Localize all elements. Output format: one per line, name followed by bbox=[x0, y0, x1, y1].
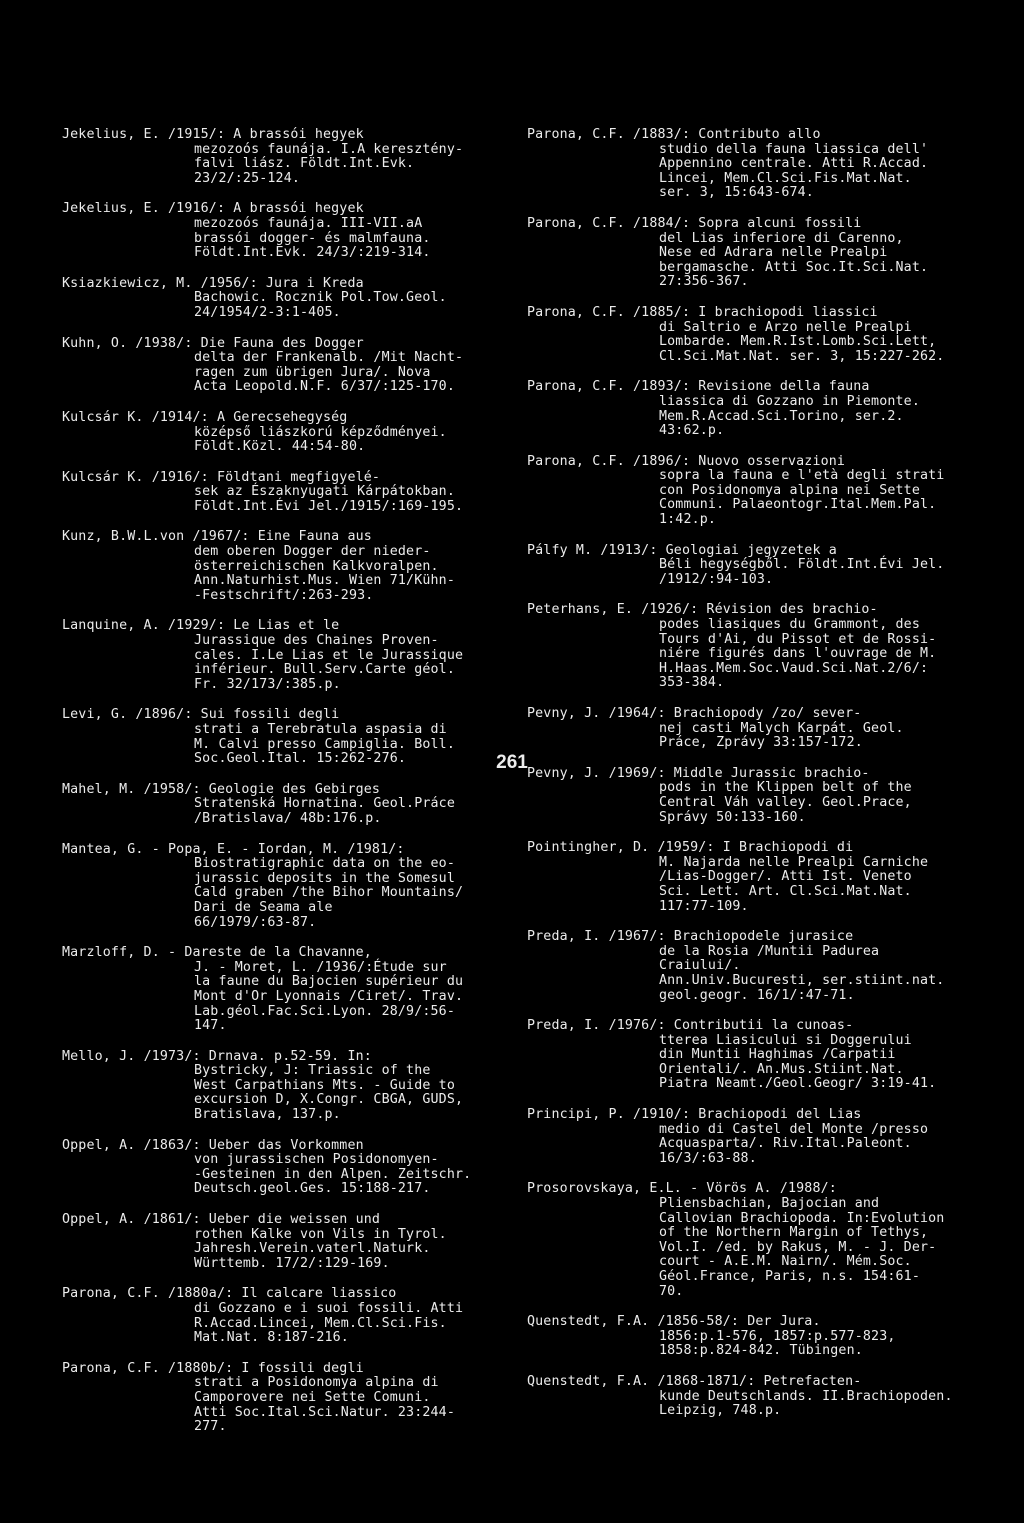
reference-text-line: 1:42.p. bbox=[659, 512, 717, 528]
reference-first-line bbox=[62, 945, 502, 961]
reference-text-line: 16/3/:63-88. bbox=[659, 1150, 757, 1166]
reference-text-line: 1856:p.1-576, 1857:p.577-823, bbox=[659, 1328, 896, 1344]
reference-text-line: Lincei, Mem.Cl.Sci.Fis.Mat.Nat. bbox=[659, 170, 912, 186]
reference-text-line: Leipzig, 748.p. bbox=[659, 1403, 782, 1419]
reference-first-line bbox=[527, 379, 967, 395]
reference-text-line: 27:356-367. bbox=[659, 274, 749, 290]
reference-text-line: sek az Északnyugati Kárpátokban. bbox=[194, 484, 455, 500]
reference-entry bbox=[527, 1375, 967, 1419]
reference-text-line: Sci. Lett. Art. Cl.Sci.Mat.Nat. bbox=[659, 883, 912, 899]
reference-first-line bbox=[62, 529, 502, 545]
reference-text-line: -Festschrift/:263-293. bbox=[194, 587, 374, 603]
reference-text-line: kunde Deutschlands. II.Brachiopoden. bbox=[659, 1388, 953, 1404]
reference-text-line: of the Northern Margin of Tethys, bbox=[659, 1225, 929, 1241]
reference-text-line: sopra la fauna e l'età degli strati bbox=[659, 468, 945, 484]
reference-author: Oppel, A. bbox=[62, 1212, 136, 1228]
left-column bbox=[62, 128, 502, 1451]
reference-first-line bbox=[527, 602, 967, 618]
reference-author: Marzloff, D. bbox=[62, 945, 160, 961]
reference-first-line bbox=[527, 304, 967, 321]
reference-text-line: /1884/: Sopra alcuni fossili bbox=[633, 215, 862, 231]
reference-text-line: bergamasche. Atti Soc.It.Sci.Nat. bbox=[659, 259, 929, 275]
reference-text-line: Lab.géol.Fac.Sci.Lyon. 28/9/:56- bbox=[194, 1003, 455, 1019]
reference-text-line: - Dareste de la Chavanne, bbox=[168, 945, 372, 961]
reference-text-line: H.Haas.Mem.Soc.Vaud.Sci.Nat.2/6/: bbox=[659, 660, 929, 676]
reference-entry bbox=[62, 411, 502, 455]
reference-text-line: 43:62.p. bbox=[659, 423, 725, 439]
reference-text-line: Földt.Int.Évi Jel./1915/:169-195. bbox=[194, 498, 464, 514]
reference-entry bbox=[527, 1108, 967, 1166]
reference-first-line bbox=[62, 127, 502, 143]
reference-text-line: di Saltrio e Arzo nelle Prealpi bbox=[659, 319, 912, 335]
reference-text-line: Földt.Közl. 44:54-80. bbox=[194, 439, 366, 455]
reference-entry bbox=[527, 930, 967, 1003]
reference-text-line: Central Váh valley. Geol.Prace, bbox=[659, 794, 912, 810]
reference-text-line: Jahresh.Verein.vaterl.Naturk. bbox=[194, 1241, 431, 1257]
reference-text-line: di Gozzano e i suoi fossili. Atti bbox=[194, 1301, 464, 1316]
reference-author: Principi, P. bbox=[527, 1107, 625, 1123]
reference-text-line: /1896/: Sui fossili degli bbox=[135, 707, 340, 723]
reference-entry bbox=[62, 1287, 502, 1345]
reference-text-line: /1929/: Le Lias et le bbox=[168, 618, 340, 634]
reference-entry bbox=[62, 843, 502, 931]
reference-text-line: von jurassischen Posidonomyen- bbox=[194, 1152, 439, 1168]
reference-author: Mahel, M. bbox=[62, 781, 136, 797]
reference-text-line: középső liászkorú képződményei. bbox=[194, 424, 447, 440]
reference-text-line: 24/1954/2-3:1-405. bbox=[194, 304, 341, 320]
reference-text-line: ser. 3, 15:643-674. bbox=[659, 185, 814, 201]
reference-entry bbox=[62, 946, 502, 1034]
reference-text-line: Appennino centrale. Atti R.Accad. bbox=[659, 156, 929, 172]
reference-first-line bbox=[62, 275, 502, 292]
reference-author: Preda, I. bbox=[527, 929, 601, 945]
reference-first-line bbox=[527, 840, 967, 856]
reference-text-line: Pliensbachian, Bajocian and bbox=[659, 1196, 880, 1212]
reference-entry bbox=[527, 380, 967, 438]
reference-first-line bbox=[527, 929, 967, 945]
reference-text-line: /1893/: Revisione della fauna bbox=[633, 379, 870, 395]
reference-text-line: cales. I.Le Lias et le Jurassique bbox=[194, 647, 464, 663]
reference-text-line: /1913/: Geologiai jegyzetek a bbox=[600, 542, 837, 558]
reference-text-line: Béli hegységből. Földt.Int.Évi Jel. bbox=[659, 557, 945, 573]
reference-text-line: geol.geogr. 16/1/:47-71. bbox=[659, 987, 855, 1003]
reference-entry bbox=[62, 128, 502, 186]
reference-entry bbox=[527, 1182, 967, 1299]
reference-author: Pálfy M. bbox=[527, 542, 593, 558]
reference-text-line: liassica di Gozzano in Piemonte. bbox=[659, 393, 920, 409]
reference-author: Peterhans, E. bbox=[527, 602, 634, 618]
reference-text-line: Fr. 32/173/:385.p. bbox=[194, 676, 341, 692]
reference-author: Jekelius, E. bbox=[62, 127, 160, 142]
right-column bbox=[527, 128, 967, 1435]
reference-text-line: /1915/: A brassói hegyek bbox=[168, 127, 364, 142]
reference-entry bbox=[527, 128, 967, 201]
reference-text-line: /1856-58/: Der Jura. bbox=[657, 1314, 821, 1330]
reference-author: Prosorovskaya, E.L. bbox=[527, 1181, 682, 1197]
reference-author: Quenstedt, F.A. bbox=[527, 1373, 650, 1389]
reference-text-line: Nese ed Adrara nelle Prealpi bbox=[659, 245, 888, 261]
reference-text-line: /1958/: Geologie des Gebirges bbox=[143, 781, 381, 797]
reference-author: Parona, C.F. bbox=[527, 379, 625, 395]
reference-text-line: ragen zum übrigen Jura/. Nova bbox=[194, 364, 431, 380]
reference-text-line: Atti Soc.Ital.Sci.Natur. 23:244- bbox=[194, 1404, 455, 1420]
reference-text-line: jurassic deposits in the Somesul bbox=[194, 870, 455, 886]
reference-entry bbox=[62, 1050, 502, 1123]
reference-text-line: österreichischen Kalkvoralpen. bbox=[194, 558, 439, 574]
reference-text-line: Bystricky, J: Triassic of the bbox=[194, 1063, 431, 1079]
reference-text-line: Württemb. 17/2/:129-169. bbox=[194, 1255, 390, 1271]
reference-text-line: /1967/: Brachiopodele jurasice bbox=[608, 929, 854, 945]
reference-text-line: /1896/: Nuovo osservazioni bbox=[633, 453, 846, 469]
reference-author: Parona, C.F. bbox=[62, 1286, 160, 1302]
reference-text-line: niére figurés dans l'ouvrage de M. bbox=[659, 646, 937, 662]
reference-text-line: tterea Liasicului si Doggerului bbox=[659, 1032, 912, 1048]
reference-text-line: /Bratislava/ 48b:176.p. bbox=[194, 810, 382, 826]
reference-text-line: Camporovere nei Sette Comuni. bbox=[194, 1389, 431, 1405]
reference-text-line: Földt.Int.Evk. 24/3/:219-314. bbox=[194, 245, 431, 261]
reference-text-line: Tours d'Ai, du Pissot et de Rossi- bbox=[659, 631, 937, 647]
reference-first-line bbox=[62, 707, 502, 723]
reference-text-line: - Vörös A. /1988/: bbox=[690, 1181, 837, 1197]
reference-text-line: /1914/: A Gerecsehegység bbox=[151, 409, 348, 425]
reference-text-line: Orientali/. An.Mus.Stiint.Nat. bbox=[659, 1061, 904, 1077]
reference-text-line: J. - Moret, L. /1936/:Étude sur bbox=[194, 959, 447, 975]
reference-text-line: Piatra Neamt./Geol.Geogr/ 3:19-41. bbox=[659, 1076, 937, 1092]
reference-text-line: Mont d'Or Lyonnais /Ciret/. Trav. bbox=[194, 988, 464, 1004]
reference-text-line: Správy 50:133-160. bbox=[659, 809, 806, 825]
reference-text-line: /Lias-Dogger/. Atti Ist. Veneto bbox=[659, 869, 912, 885]
reference-text-line: /1912/:94-103. bbox=[659, 571, 774, 587]
reference-text-line: din Muntii Haghimas /Carpatii bbox=[659, 1047, 896, 1063]
reference-text-line: de la Rosia /Muntii Padurea Craiului/. bbox=[659, 943, 880, 974]
reference-author: Ksiazkiewicz, M. bbox=[62, 275, 193, 291]
reference-entry bbox=[62, 783, 502, 827]
reference-text-line: la faune du Bajocien supérieur du bbox=[194, 974, 464, 990]
reference-text-line: delta der Frankenalb. /Mit Nacht- bbox=[194, 350, 464, 366]
reference-author: Kulcsár K. bbox=[62, 469, 144, 485]
reference-text-line: /1910/: Brachiopodi del Lias bbox=[633, 1107, 862, 1123]
reference-author: Lanquine, A. bbox=[62, 618, 160, 634]
reference-text-line: Cl.Sci.Mat.Nat. ser. 3, 15:227-262. bbox=[659, 348, 945, 364]
reference-entry bbox=[527, 603, 967, 691]
reference-text-line: 147. bbox=[194, 1018, 227, 1034]
reference-text-line: pods in the Klippen belt of the bbox=[659, 780, 912, 796]
reference-text-line: /1883/: Contributo allo bbox=[633, 127, 821, 142]
reference-author: Mello, J. bbox=[62, 1048, 136, 1064]
reference-text-line: nej casti Malych Karpát. Geol. bbox=[659, 720, 904, 736]
reference-entry bbox=[62, 337, 502, 395]
reference-first-line bbox=[62, 1137, 502, 1154]
reference-first-line bbox=[62, 1286, 502, 1302]
reference-first-line bbox=[62, 1360, 502, 1377]
reference-text-line: /1973/: Drnava. p.52-59. In: bbox=[143, 1048, 372, 1064]
reference-entry bbox=[527, 544, 967, 588]
reference-author: Parona, C.F. bbox=[527, 215, 625, 231]
reference-text-line: studio della fauna liassica dell' bbox=[659, 141, 929, 157]
reference-text-line: medio di Castel del Monte /presso bbox=[659, 1121, 929, 1137]
reference-text-line: Bachowic. Rocznik Pol.Tow.Geol. bbox=[194, 290, 447, 306]
reference-text-line: M. Najarda nelle Prealpi Carniche bbox=[659, 854, 929, 870]
reference-text-line: Stratenská Hornatina. Geol.Práce bbox=[194, 796, 455, 812]
reference-author: Parona, C.F. bbox=[527, 304, 625, 320]
reference-author: Levi, G. bbox=[62, 707, 128, 723]
reference-first-line bbox=[527, 1018, 967, 1034]
reference-first-line bbox=[62, 335, 502, 352]
reference-text-line: strati a Posidonomya alpina di bbox=[194, 1375, 439, 1391]
reference-text-line: 66/1979/:63-87. bbox=[194, 914, 317, 930]
reference-text-line: /1959/: I Brachiopodi di bbox=[657, 840, 854, 856]
reference-author: Pointingher, D. bbox=[527, 840, 650, 856]
reference-text-line: Acta Leopold.N.F. 6/37/:125-170. bbox=[194, 379, 455, 395]
reference-author: Pevny, J. bbox=[527, 765, 601, 781]
reference-text-line: Biostratigraphic data on the eo- bbox=[194, 856, 455, 872]
reference-author: Kuhn, O. bbox=[62, 335, 128, 351]
reference-text-line: 117:77-109. bbox=[659, 898, 749, 914]
reference-entry bbox=[62, 530, 502, 603]
reference-author: Parona, C.F. bbox=[62, 1360, 160, 1376]
reference-text-line: /1976/: Contributii la cunoas- bbox=[608, 1018, 854, 1034]
reference-first-line bbox=[62, 1048, 502, 1065]
reference-entry bbox=[527, 1315, 967, 1359]
reference-text-line: excursion D, X.Congr. CBGA, GUDS, bbox=[194, 1092, 464, 1108]
reference-text-line: Communi. Palaeontogr.Ital.Mem.Pal. bbox=[659, 497, 937, 513]
reference-first-line bbox=[527, 215, 967, 232]
reference-text-line: Cald graben /the Bihor Mountains/ bbox=[194, 885, 464, 901]
reference-text-line: Ann.Univ.Bucuresti, ser.stiint.nat. bbox=[659, 972, 945, 988]
reference-first-line bbox=[62, 201, 502, 217]
reference-text-line: /1868-1871/: Petrefacten- bbox=[657, 1373, 862, 1389]
reference-text-line: West Carpathians Mts. - Guide to bbox=[194, 1077, 455, 1093]
reference-entry bbox=[62, 277, 502, 321]
reference-author: Parona, C.F. bbox=[527, 127, 625, 142]
reference-author: Kulcsár K. bbox=[62, 409, 144, 425]
reference-first-line bbox=[62, 618, 502, 634]
reference-author: Mantea, G. - Popa, E. - Iordan, M. bbox=[62, 841, 340, 857]
reference-text-line: rothen Kalke von Vils in Tyrol. bbox=[194, 1226, 447, 1242]
reference-text-line: dem oberen Dogger der nieder- bbox=[194, 544, 431, 560]
reference-text-line: inférieur. Bull.Serv.Carte géol. bbox=[194, 662, 455, 678]
reference-text-line: brassói dogger- és malmfauna. bbox=[194, 230, 431, 246]
reference-entry bbox=[62, 1362, 502, 1435]
reference-first-line bbox=[527, 1373, 967, 1390]
reference-entry bbox=[527, 767, 967, 825]
reference-first-line bbox=[527, 706, 967, 722]
reference-text-line: Mem.R.Accad.Sci.Torino, ser.2. bbox=[659, 408, 904, 424]
reference-first-line bbox=[527, 1181, 967, 1197]
reference-author: Quenstedt, F.A. bbox=[527, 1314, 650, 1330]
reference-text-line: /1880b/: I fossili degli bbox=[168, 1360, 364, 1376]
reference-entry bbox=[62, 1139, 502, 1197]
reference-text-line: 353-384. bbox=[659, 675, 725, 691]
reference-entry bbox=[62, 471, 502, 515]
reference-text-line: Mat.Nat. 8:187-216. bbox=[194, 1330, 349, 1346]
reference-entry bbox=[62, 619, 502, 692]
reference-text-line: /1938/: Die Fauna des Dogger bbox=[135, 335, 364, 351]
reference-text-line: /1956/: Jura i Kreda bbox=[200, 275, 364, 291]
reference-text-line: 70. bbox=[659, 1283, 684, 1299]
reference-text-line: mezozoós faunája. III-VII.aA bbox=[194, 215, 423, 231]
page-number: 261 bbox=[496, 752, 528, 773]
reference-text-line: 23/2/:25-124. bbox=[194, 170, 301, 186]
reference-first-line bbox=[62, 409, 502, 426]
reference-author: Jekelius, E. bbox=[62, 201, 160, 217]
reference-author: Preda, I. bbox=[527, 1018, 601, 1034]
reference-text-line: Bratislava, 137.p. bbox=[194, 1107, 341, 1123]
reference-text-line: Lombarde. Mem.R.Ist.Lomb.Sci.Lett, bbox=[659, 334, 937, 350]
reference-text-line: Callovian Brachiopoda. In:Evolution bbox=[659, 1210, 945, 1226]
reference-first-line bbox=[527, 1107, 967, 1123]
reference-entry bbox=[527, 707, 967, 751]
reference-text-line: /1969/: Middle Jurassic brachio- bbox=[608, 765, 870, 781]
reference-entry bbox=[62, 202, 502, 260]
reference-author: Parona, C.F. bbox=[527, 453, 625, 469]
reference-text-line: Jurassique des Chaines Proven- bbox=[194, 633, 439, 649]
reference-text-line: Dari de Seama ale bbox=[194, 899, 333, 915]
reference-author: Kunz, B.W.L.von bbox=[62, 529, 185, 545]
reference-text-line: 277. bbox=[194, 1419, 227, 1435]
reference-text-line: /1916/: Földtani megfigyelé- bbox=[151, 469, 381, 485]
reference-text-line: /1967/: Eine Fauna aus bbox=[192, 529, 372, 545]
reference-text-line: Deutsch.geol.Ges. 15:188-217. bbox=[194, 1181, 431, 1197]
reference-text-line: Soc.Geol.Ital. 15:262-276. bbox=[194, 751, 407, 767]
reference-entry bbox=[527, 217, 967, 290]
reference-text-line: 1858:p.824-842. Tübingen. bbox=[659, 1343, 863, 1359]
reference-entry bbox=[527, 455, 967, 528]
reference-author: Oppel, A. bbox=[62, 1137, 136, 1153]
reference-entry bbox=[527, 841, 967, 914]
reference-text-line: /1981/: bbox=[347, 841, 405, 857]
reference-text-line: court - A.E.M. Nairn/. Mém.Soc. bbox=[659, 1254, 912, 1270]
reference-text-line: /1861/: Ueber die weissen und bbox=[143, 1212, 381, 1228]
reference-text-line: Géol.France, Paris, n.s. 154:61- bbox=[659, 1269, 920, 1284]
reference-text-line: /1863/: Ueber das Vorkommen bbox=[143, 1137, 364, 1153]
reference-first-line bbox=[527, 1314, 967, 1330]
reference-first-line bbox=[527, 127, 967, 143]
reference-text-line: R.Accad.Lincei, Mem.Cl.Sci.Fis. bbox=[194, 1315, 447, 1331]
reference-text-line: Vol.I. /ed. by Rakus, M. - J. Der- bbox=[659, 1239, 937, 1255]
reference-text-line: /1885/: I brachiopodi liassici bbox=[633, 304, 878, 320]
reference-text-line: Acquasparta/. Riv.Ital.Paleont. bbox=[659, 1136, 912, 1152]
reference-text-line: -Gesteinen in den Alpen. Zeitschr. bbox=[194, 1166, 472, 1182]
reference-text-line: podes liasiques du Grammont, des bbox=[659, 617, 920, 633]
reference-text-line: strati a Terebratula aspasia di bbox=[194, 722, 447, 737]
reference-first-line bbox=[62, 1212, 502, 1228]
reference-entry bbox=[527, 1019, 967, 1092]
reference-first-line bbox=[62, 841, 502, 858]
reference-text-line: del Lias inferiore di Carenno, bbox=[659, 230, 904, 246]
reference-text-line: /1916/: A brassói hegyek bbox=[168, 201, 364, 217]
reference-entry bbox=[527, 306, 967, 364]
reference-text-line: Práce, Zprávy 33:157-172. bbox=[659, 735, 863, 751]
reference-text-line: /1964/: Brachiopody /zo/ sever- bbox=[608, 706, 862, 721]
reference-text-line: con Posidonomya alpina nei Sette bbox=[659, 482, 920, 498]
reference-text-line: falvi liász. Földt.Int.Evk. bbox=[194, 156, 415, 172]
reference-text-line: mezozoós faunája. I.A keresztény- bbox=[194, 141, 464, 157]
reference-text-line: M. Calvi presso Campiglia. Boll. bbox=[194, 736, 455, 752]
reference-text-line: /1926/: Révision des brachio- bbox=[641, 602, 878, 618]
reference-entry bbox=[62, 1213, 502, 1271]
reference-text-line: Ann.Naturhist.Mus. Wien 71/Kühn- bbox=[194, 573, 455, 589]
reference-author: Pevny, J. bbox=[527, 706, 601, 721]
reference-text-line: /1880a/: Il calcare liassico bbox=[168, 1286, 397, 1302]
